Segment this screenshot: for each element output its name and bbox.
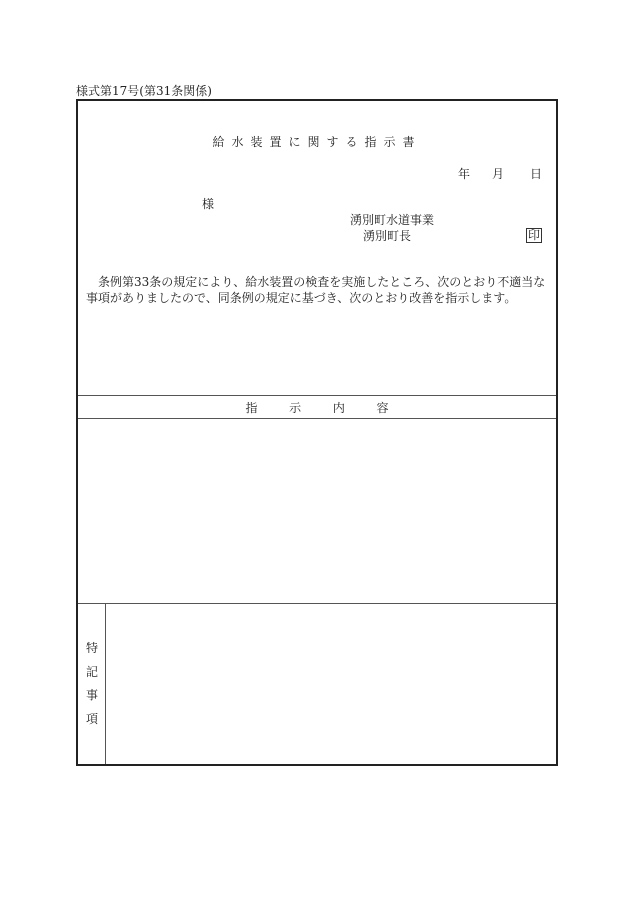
form-number: 様式第17号(第31条関係): [76, 84, 212, 98]
date-day-label: 日: [530, 167, 543, 181]
issuer-name: 湧別町長: [363, 229, 412, 243]
document-title: 給水装置に関する指示書: [212, 135, 422, 149]
header-char: 指: [245, 401, 258, 415]
header-char: 示: [289, 401, 302, 415]
date-month-label: 月: [492, 167, 505, 181]
header-char: 内: [332, 401, 345, 415]
remarks-label-char: 記: [86, 665, 99, 679]
body-text: 条例第33条の規定により、給水装置の検査を実施したところ、次のとおり不適当な事項がありましたので、同条例の規定に基づき、次のとおり改善を指示します。: [86, 275, 546, 305]
date-year-label: 年: [458, 167, 471, 181]
issuer-org: 湧別町水道事業: [350, 213, 435, 227]
remarks-label-char: 項: [86, 712, 99, 726]
instructions-content-area[interactable]: [78, 419, 556, 603]
remarks-label-char: 特: [86, 641, 99, 655]
divider: [78, 395, 556, 396]
seal-mark: 印: [528, 228, 541, 242]
header-char: 容: [376, 401, 389, 415]
addressee-suffix: 様: [202, 197, 215, 211]
remarks-content-area[interactable]: [106, 604, 556, 764]
instruction-form: [76, 99, 558, 766]
instructions-header: [78, 401, 556, 415]
remarks-label-char: 事: [86, 688, 99, 702]
